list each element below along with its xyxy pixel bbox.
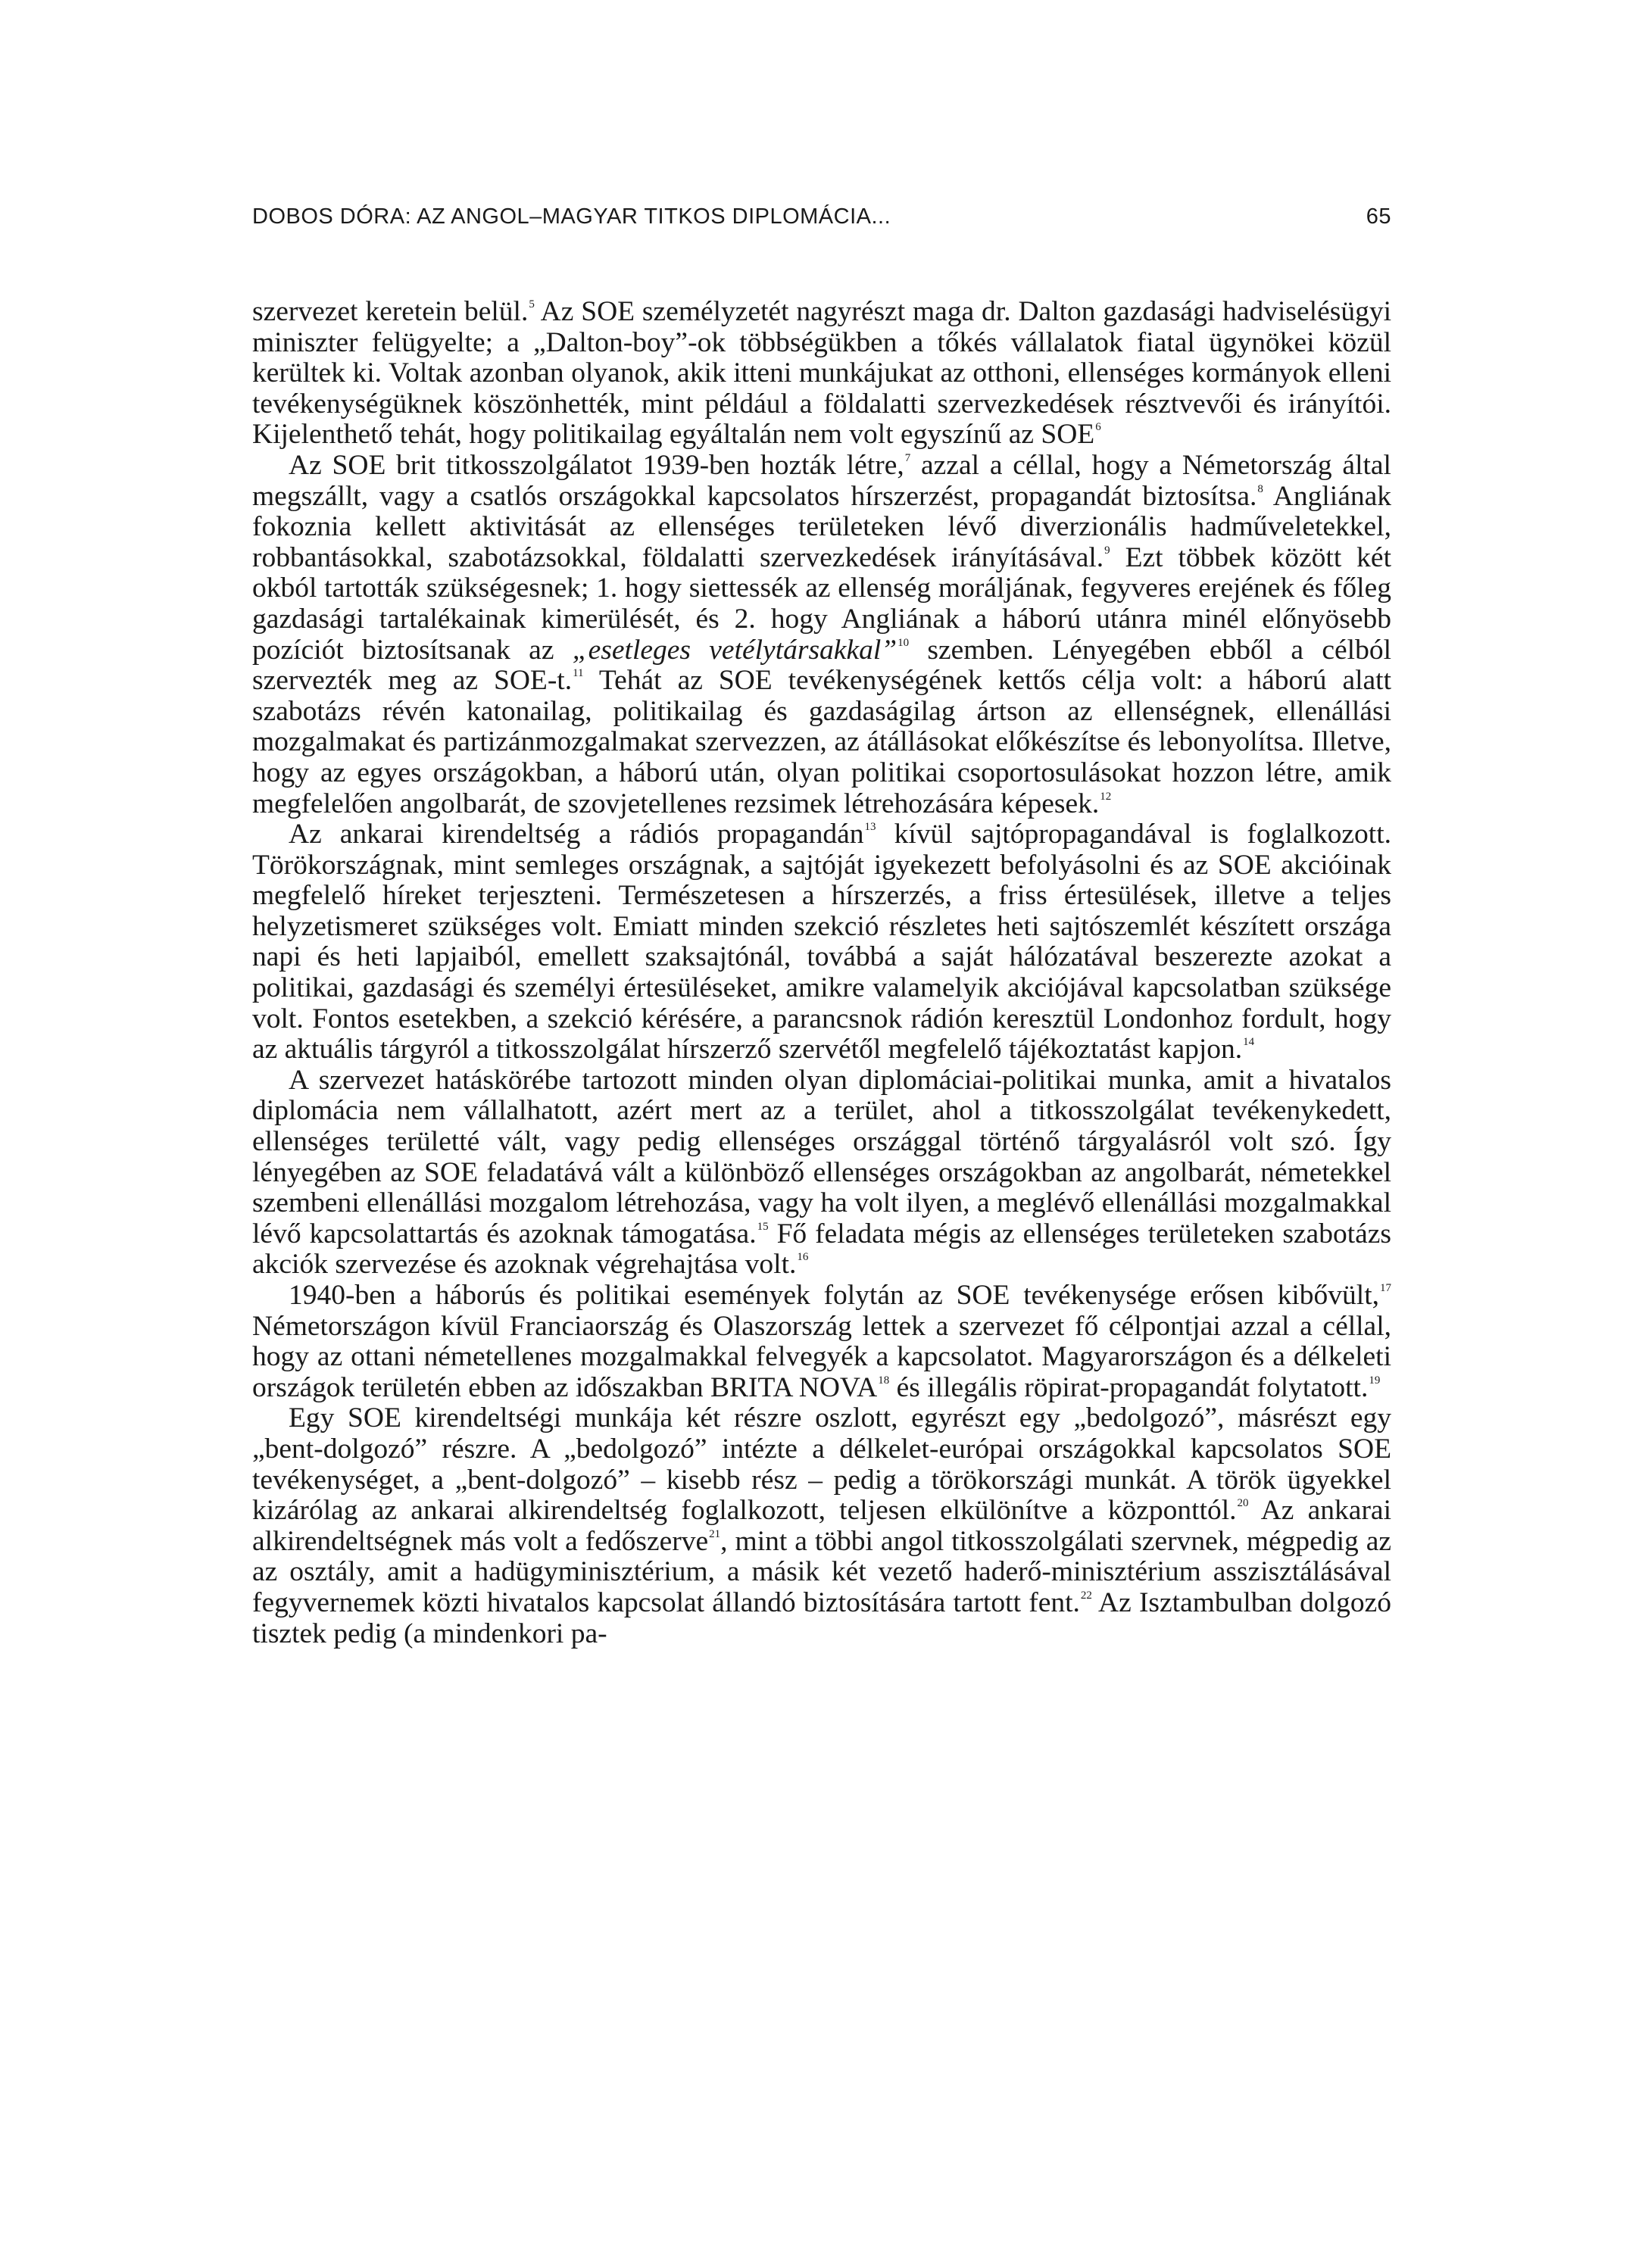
text-run: Tehát az SOE tevékenységének kettős célja volt: a háború alatt szabotázs révén katonailag, politikailag és gazdaságilag ártson az ellenségnek, ellenállási mozgalmakat és partizánmozgalmakat szervezzen, az átállásokat előkészítse és lebonyolítsa. Illetve, hogy az egyes országokban, a háború után, olyan politikai csoportosulásokat hozzon létre, amik megfelelően angolbarát, de szovjetellenes rezsimek létrehozására képesek. bbox=[252, 665, 1391, 819]
footnote-marker: 18 bbox=[878, 1374, 890, 1387]
text-run: Az SOE brit titkosszolgálatot 1939-ben hozták létre, bbox=[289, 449, 904, 481]
page-number: 65 bbox=[1366, 204, 1391, 229]
italic-text: „esetleges vetélytársakkal” bbox=[572, 634, 897, 666]
text-run: Egy SOE kirendeltségi munkája két részre oszlott, egyrészt egy „bedolgozó”, másrészt egy „bent-dolgozó” részre. A „bedolgozó” intézte a délkelet-európai országokkal kapcsolatos SOE tevékenységet, a „bent-dolgozó” – kisebb rész – pedig a törökországi munkát. A török ügyekkel kizárólag az ankarai alkirendeltség foglalkozott, teljesen elkülönítve a központtól. bbox=[252, 1402, 1391, 1527]
footnote-marker: 10 bbox=[897, 636, 910, 649]
footnote-marker: 11 bbox=[573, 667, 584, 680]
footnote-marker: 13 bbox=[864, 821, 876, 834]
text-run: 1940-ben a háborús és politikai események folytán az SOE tevékenysége erősen kibővült, bbox=[289, 1280, 1379, 1311]
footnote-marker: 19 bbox=[1369, 1374, 1381, 1387]
footnote-marker: 21 bbox=[709, 1527, 721, 1540]
text-run: szemben. Lényegében ebből a célból szervezték meg az SOE-t. bbox=[252, 634, 1391, 697]
text-run: A szervezet hatáskörébe tartozott minden olyan diplomáciai-politikai munka, amit a hivatalos diplomácia nem vállalhatott, azért mert az a terület, ahol a titkosszolgálat tevékenykedett, ellenséges területté vált, vagy pedig ellenséges országgal történő tárgyalásról volt szó. Így lényegében az SOE feladatává vált a különböző ellenséges országokban az angolbarát, németekkel szembeni ellenállási mozgalom létrehozása, vagy ha volt ilyen, a meglévő ellenállási mozgalmakkal lévő kapcsolattartás és azoknak támogatása. bbox=[252, 1064, 1391, 1249]
paragraph bbox=[252, 297, 1391, 451]
paragraph bbox=[252, 819, 1391, 1065]
running-title: DOBOS DÓRA: AZ ANGOL–MAGYAR TITKOS DIPLOMÁCIA... bbox=[252, 204, 891, 229]
text-run: azzal a céllal, hogy a Németország által megszállt, vagy a csatlós országokkal kapcsolatos hírszerzést, propagandát biztosítsa. bbox=[252, 449, 1391, 512]
paragraph bbox=[252, 1065, 1391, 1281]
text-run: szervezet keretein belül. bbox=[252, 296, 529, 327]
paragraph bbox=[252, 1281, 1391, 1403]
footnote-marker: 9 bbox=[1104, 544, 1110, 557]
text-run: Fő feladata mégis az ellenséges területeken szabotázs akciók szervezése és azoknak végrehajtása volt. bbox=[252, 1218, 1391, 1281]
footnote-marker: 20 bbox=[1237, 1497, 1249, 1510]
footnote-marker: 22 bbox=[1080, 1589, 1092, 1602]
body-text bbox=[252, 297, 1391, 1649]
text-run: kívül sajtópropagandával is foglalkozott. Törökországnak, mint semleges országnak, a sajtóját igyekezett befolyásolni és az SOE akcióinak megfelelő híreket terjeszteni. Természetesen a hírszerzés, a friss értesülések, illetve a teljes helyzetismeret szükséges volt. Emiatt minden szekció részletes heti sajtószemlét készített országa napi és heti lapjaiból, emellett szaksajtónál, továbbá a saját hálózatával beszerezte azokat a politikai, gazdasági és személyi értesüléseket, amikre valamelyik akciójával kapcsolatban szüksége volt. Fontos esetekben, a szekció kérésére, a parancsnok rádión keresztül Londonhoz fordult, hogy az aktuális tárgyról a titkosszolgálat hírszerző szervétől megfelelő tájékoztatást kapjon. bbox=[252, 819, 1391, 1065]
footnote-marker: 7 bbox=[904, 451, 911, 464]
footnote-marker: 12 bbox=[1100, 790, 1112, 803]
text-run: és illegális röpirat-propagandát folytatott. bbox=[889, 1371, 1369, 1403]
text-run: Ezt többek között két okból tartották szükségesnek; 1. hogy siettessék az ellenség moráljának, fegyveres erejének és főleg gazdasági tartalékainak kimerülését, és 2. hogy Angliának a háború utánra minél előnyösebb pozíciót biztosítsanak az bbox=[252, 541, 1391, 666]
footnote-marker: 6 bbox=[1095, 421, 1101, 434]
text-run: Németországon kívül Franciaország és Olaszország lettek a szervezet fő célpontjai azzal a céllal, hogy az ottani németellenes mozgalmakkal felvegyék a kapcsolatot. Magyarországon és a délkeleti országok területén ebben az időszakban BRITA NOVA bbox=[252, 1310, 1391, 1403]
text-run: Az ankarai kirendeltség a rádiós propagandán bbox=[289, 819, 864, 850]
footnote-marker: 15 bbox=[757, 1220, 769, 1233]
paragraph bbox=[252, 451, 1391, 819]
text-run: Az SOE személyzetét nagyrészt maga dr. Dalton gazdasági hadviselésügyi miniszter felügyelte; a „Dalton-boy”-ok többségükben a tőkés vállalatok fiatal ügynökei közül kerültek ki. Voltak azonban olyanok, akik itteni munkájukat az otthoni, ellenséges kormányok elleni tevékenységüknek köszönhették, mint például a földalatti szervezkedések résztvevői és irányítói. Kijelenthető tehát, hogy politikailag egyáltalán nem volt egyszínű az SOE bbox=[252, 296, 1391, 451]
text-run: Az ankarai alkirendeltségnek más volt a fedőszerve bbox=[252, 1495, 1391, 1557]
text-run: , mint a többi angol titkosszolgálati szervnek, mégpedig az az osztály, amit a hadügyminisztérium, a másik két vezető haderő-minisztérium asszisztálásával fegyvernemek közti hivatalos kapcsolat állandó biztosítására tartott fent. bbox=[252, 1525, 1392, 1618]
text-run: Angliának fokoznia kellett aktivitását az ellenséges területeken lévő diverzionális hadműveletekkel, robbantásokkal, szabotázsokkal, földalatti szervezkedések irányításával. bbox=[252, 480, 1392, 573]
paragraph bbox=[252, 1403, 1391, 1649]
footnote-marker: 5 bbox=[529, 298, 535, 310]
footnote-marker: 8 bbox=[1257, 482, 1263, 495]
footnote-marker: 17 bbox=[1380, 1282, 1391, 1294]
footnote-marker: 16 bbox=[797, 1251, 809, 1264]
text-run: Az Isztambulban dolgozó tisztek pedig (a mindenkori pa- bbox=[252, 1586, 1391, 1649]
running-header bbox=[252, 204, 1391, 238]
footnote-marker: 14 bbox=[1243, 1036, 1255, 1049]
